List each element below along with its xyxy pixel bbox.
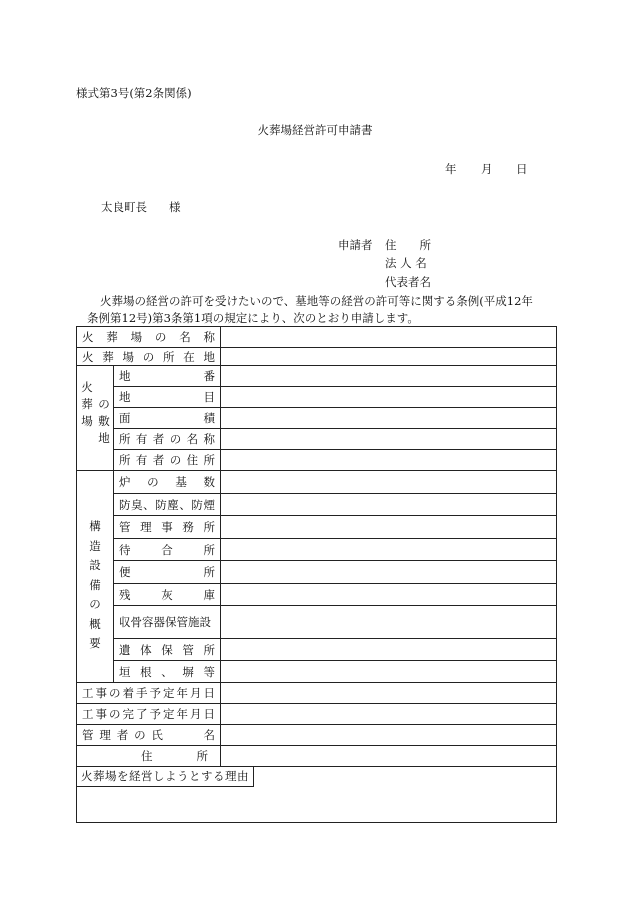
site-lot-number-label: 地番 xyxy=(114,366,221,387)
facility-name-label: 火葬場の名称 xyxy=(77,327,221,348)
row-manager-name xyxy=(77,725,557,746)
construction-start-date-label: 工事の着手予定年月日 xyxy=(77,683,221,704)
urn-storage-label: 収骨容器保管施設 xyxy=(114,606,221,639)
site-owner-name-label: 所有者の名称 xyxy=(114,429,221,450)
site-group-char: 地 xyxy=(98,431,110,445)
structure-group-char: 備 xyxy=(89,577,101,592)
facility-name-field[interactable] xyxy=(221,327,557,348)
row-structure-0 xyxy=(77,471,557,494)
page-title: 火葬場経営許可申請書 xyxy=(257,123,373,137)
manager-address-field[interactable] xyxy=(221,746,557,767)
row-construction-start xyxy=(77,683,557,704)
structure-group-char: の xyxy=(89,597,101,611)
row-facility-location xyxy=(77,348,557,366)
applicant-address-label: 住 所 xyxy=(385,238,431,252)
waiting-room-label: 待合所 xyxy=(114,539,221,561)
date-month-label: 月 xyxy=(481,162,493,176)
row-structure-5 xyxy=(77,584,557,606)
addressee xyxy=(101,199,181,215)
site-group-char: 火 xyxy=(81,380,93,394)
date-day-label: 日 xyxy=(516,162,528,176)
odor-dust-smoke-field[interactable] xyxy=(221,494,557,516)
manager-name-field[interactable] xyxy=(221,725,557,746)
furnace-count-field[interactable] xyxy=(221,471,557,494)
furnace-count-label: 炉の基数 xyxy=(114,471,221,494)
row-site-3 xyxy=(77,429,557,450)
row-structure-6 xyxy=(77,606,557,639)
ash-storage-field[interactable] xyxy=(221,584,557,606)
construction-end-date-field[interactable] xyxy=(221,704,557,725)
body-text-line2: 条例第12号)第3条第1項の規定により、次のとおり申請します。 xyxy=(87,311,419,325)
fence-wall-label: 垣根、塀等 xyxy=(114,661,221,683)
reason-field[interactable] xyxy=(77,767,557,823)
structure-group-char: 造 xyxy=(89,538,101,553)
structure-group-char: 設 xyxy=(89,558,101,572)
site-owner-address-label: 所有者の住所 xyxy=(114,450,221,471)
structure-group-chars xyxy=(88,517,102,654)
construction-start-date-field[interactable] xyxy=(221,683,557,704)
manager-address-label-cell xyxy=(77,746,221,767)
date-year-label: 年 xyxy=(445,162,457,176)
site-owner-name-field[interactable] xyxy=(221,429,557,450)
site-group-col2 xyxy=(97,396,111,447)
row-structure-2 xyxy=(77,516,557,539)
structure-group-char: 要 xyxy=(89,636,101,650)
structure-group-char: 概 xyxy=(89,616,101,631)
site-land-category-label: 地目 xyxy=(114,387,221,408)
row-manager-address xyxy=(77,746,557,767)
site-group-label xyxy=(77,366,114,471)
row-structure-7 xyxy=(77,639,557,661)
toilet-field[interactable] xyxy=(221,561,557,584)
row-site-2 xyxy=(77,408,557,429)
site-group-char: の xyxy=(98,397,110,411)
site-land-category-field[interactable] xyxy=(221,387,557,408)
manager-name-label: 管理者の氏 名 xyxy=(77,725,221,746)
site-group-char: 葬 xyxy=(81,397,93,411)
site-lot-number-field[interactable] xyxy=(221,366,557,387)
waiting-room-field[interactable] xyxy=(221,539,557,561)
site-area-label: 面積 xyxy=(114,408,221,429)
urn-storage-field[interactable] xyxy=(221,606,557,639)
applicant-corp-name-label: 法 人 名 xyxy=(385,256,427,270)
row-construction-end xyxy=(77,704,557,725)
site-area-field[interactable] xyxy=(221,408,557,429)
row-structure-1 xyxy=(77,494,557,516)
structure-group-char: 構 xyxy=(89,519,101,533)
addressee-honorific: 様 xyxy=(169,200,181,214)
row-structure-8 xyxy=(77,661,557,683)
ash-storage-label: 残灰庫 xyxy=(114,584,221,606)
structure-group-label xyxy=(77,471,114,683)
applicant-label: 申請者 xyxy=(338,238,373,252)
form-number: 様式第3号(第2条関係) xyxy=(76,86,192,100)
management-office-field[interactable] xyxy=(221,516,557,539)
construction-end-date-label: 工事の完了予定年月日 xyxy=(77,704,221,725)
applicant-representative-label: 代表者名 xyxy=(385,275,431,289)
management-office-label: 管理事務所 xyxy=(114,516,221,539)
body-text-line1: 火葬場の経営の許可を受けたいので、墓地等の経営の許可等に関する条例(平成12年 xyxy=(100,294,533,308)
body-storage-field[interactable] xyxy=(221,639,557,661)
row-facility-name xyxy=(77,327,557,348)
facility-location-label: 火葬場の所在地 xyxy=(77,348,221,366)
manager-address-label: 住 所 xyxy=(141,749,208,763)
body-storage-label: 遺体保管所 xyxy=(114,639,221,661)
facility-location-field[interactable] xyxy=(221,348,557,366)
row-structure-3 xyxy=(77,539,557,561)
fence-wall-field[interactable] xyxy=(221,661,557,683)
toilet-label: 便所 xyxy=(114,561,221,584)
row-reason xyxy=(77,767,557,823)
reason-label: 火葬場を経営しようとする理由 xyxy=(77,767,254,787)
row-site-0 xyxy=(77,366,557,387)
row-structure-4 xyxy=(77,561,557,584)
site-group-char: 場 xyxy=(81,414,93,428)
addressee-name: 太良町長 xyxy=(101,200,147,214)
site-group-char: 敷 xyxy=(98,414,110,428)
row-site-4 xyxy=(77,450,557,471)
odor-dust-smoke-label: 防臭、防塵、防煙 xyxy=(114,494,221,516)
site-group-col1 xyxy=(80,379,94,430)
application-form-table xyxy=(76,326,557,823)
row-site-1 xyxy=(77,387,557,408)
site-owner-address-field[interactable] xyxy=(221,450,557,471)
